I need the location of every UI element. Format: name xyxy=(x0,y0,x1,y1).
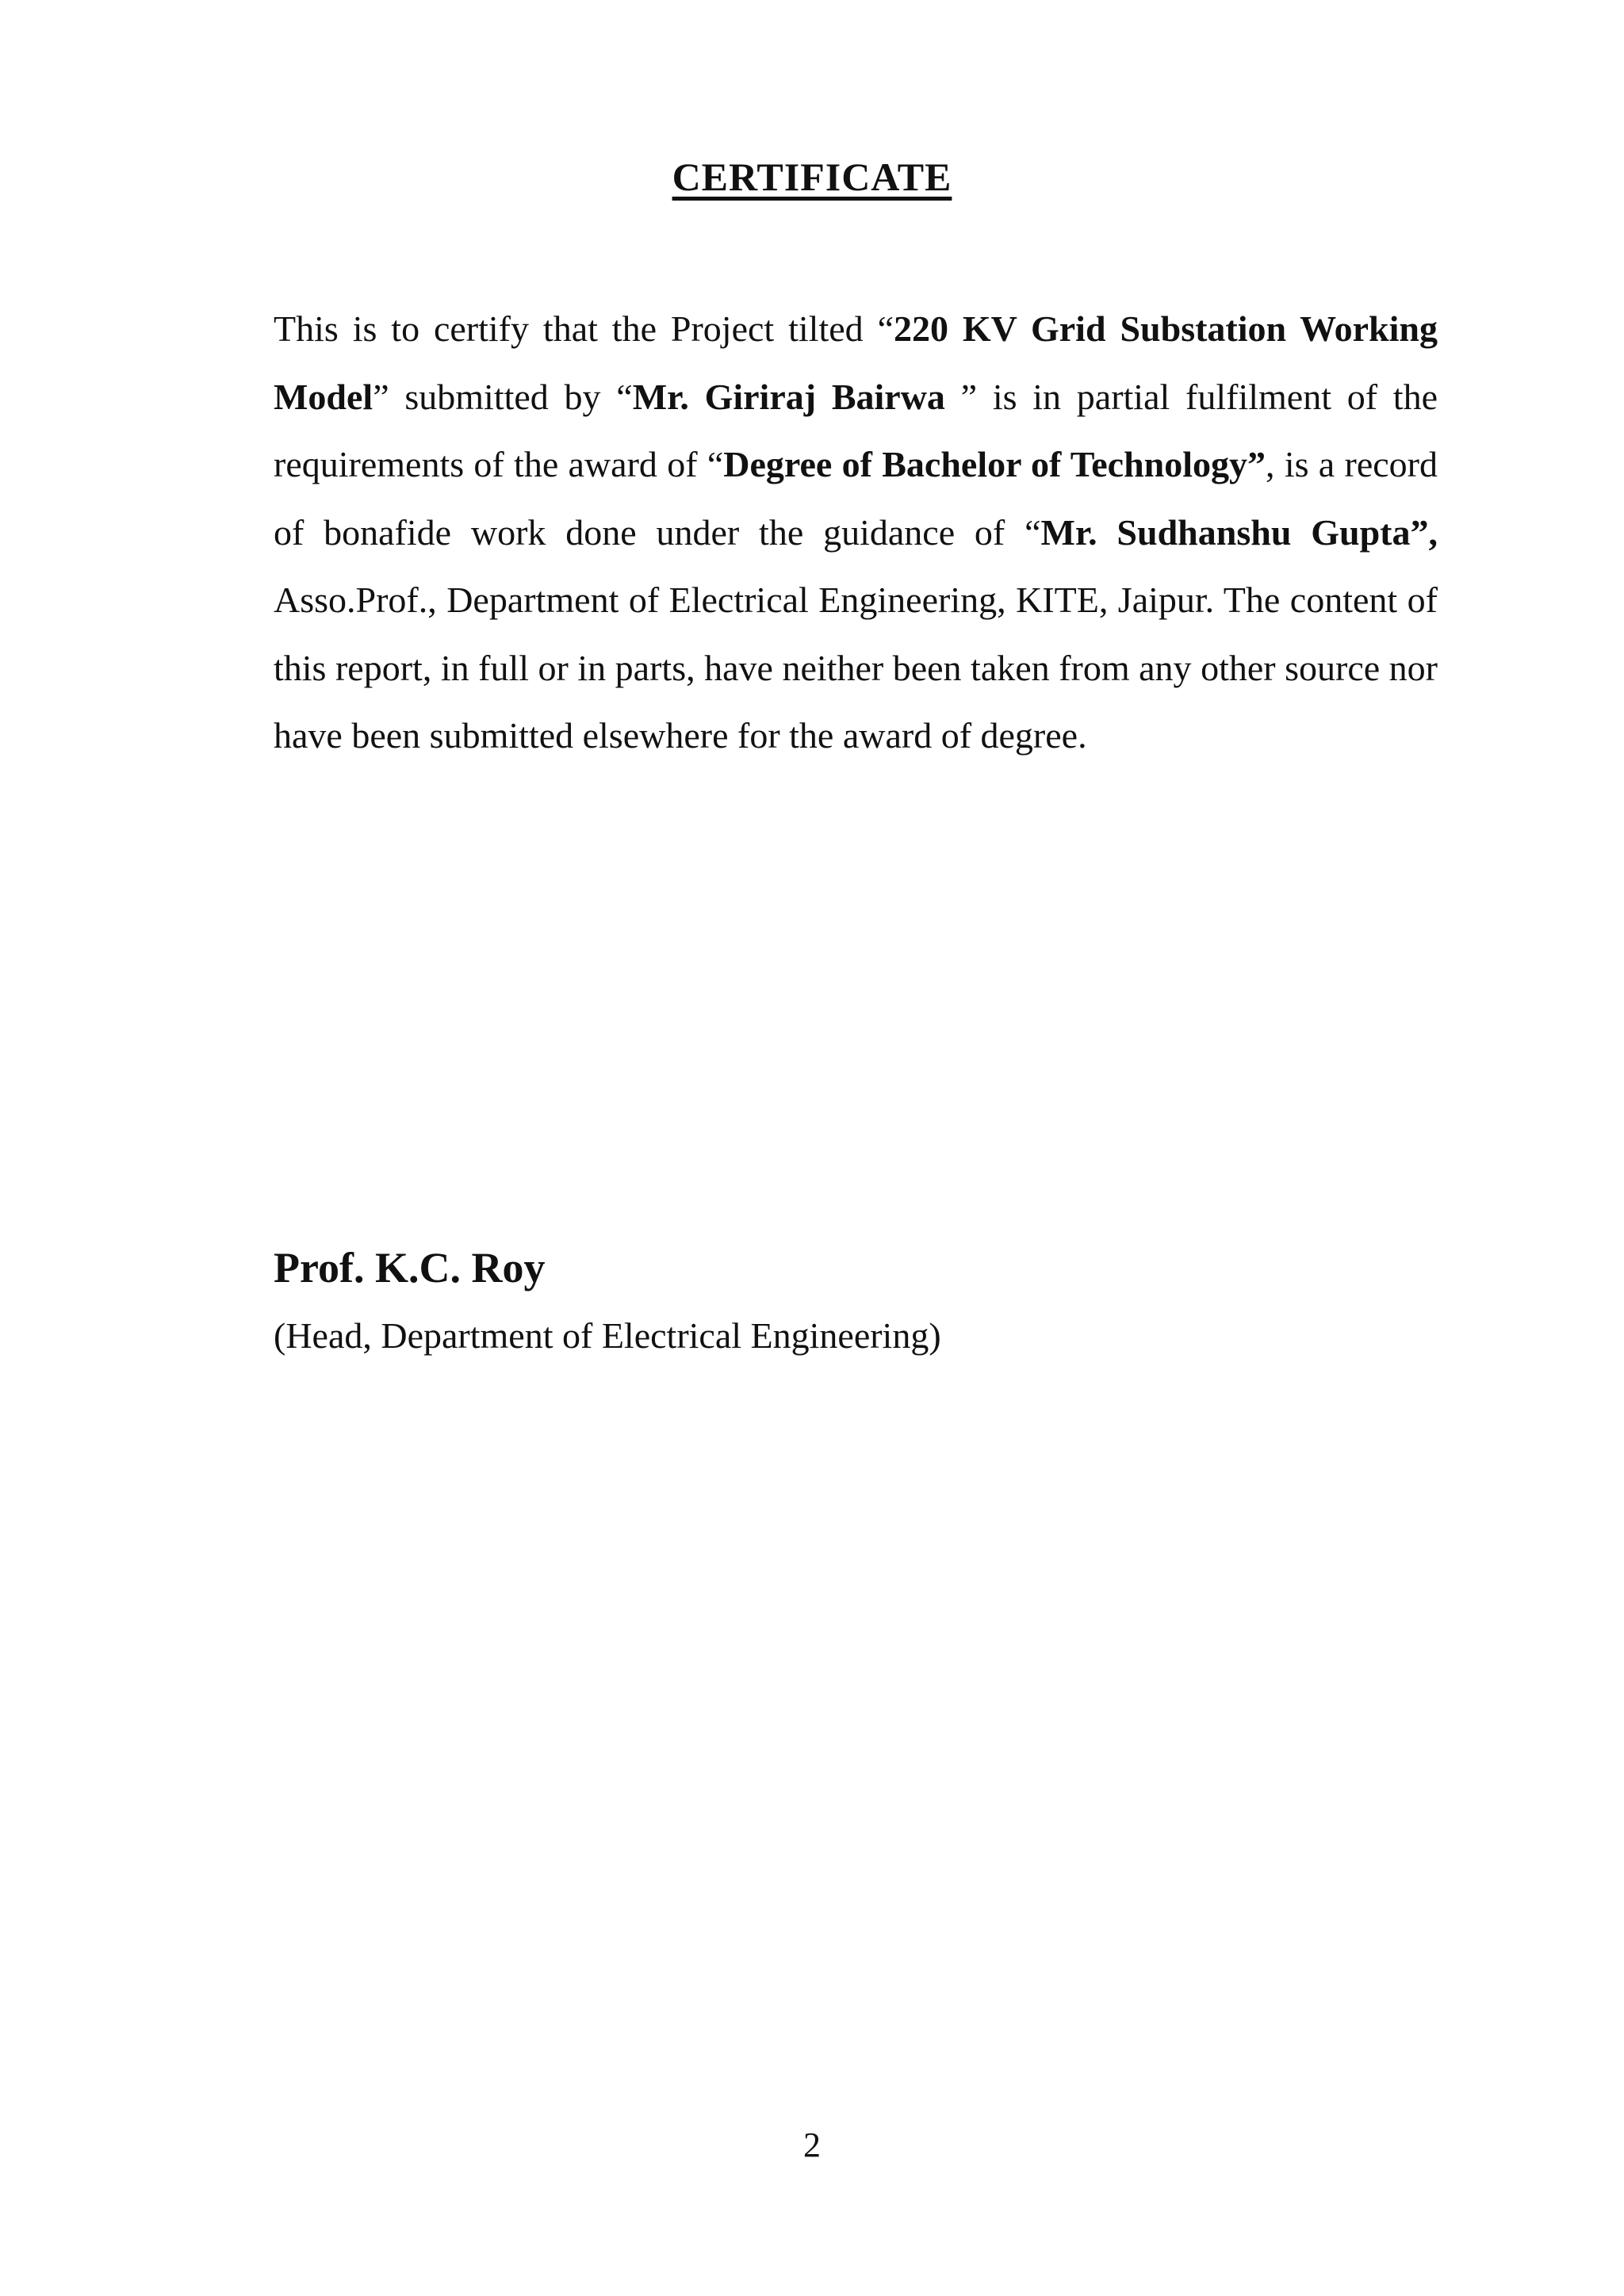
certificate-title: CERTIFICATE xyxy=(672,155,952,199)
signatory-designation: (Head, Department of Electrical Engineering) xyxy=(274,1315,941,1356)
guide-name: Mr. Sudhanshu Gupta”, xyxy=(1040,511,1438,553)
project-title: 220 KV Grid Substation Working Model xyxy=(274,308,1438,417)
body-text-5: Asso.Prof., Department of Electrical Engineering, KITE, Jaipur. The content of this report, in full or in parts, have neither been taken from any other source nor have been submitted elsewhere for the award of degree. xyxy=(274,580,1438,756)
signatory-name: Prof. K.C. Roy xyxy=(274,1244,546,1292)
body-text-4: , is a record of bonafide work done under the guidance of “ xyxy=(274,444,1438,553)
certificate-body xyxy=(274,295,1438,770)
body-text-3: ” is in partial fulfilment of the requirements of the award of “ xyxy=(274,376,1438,484)
degree-name: Degree of Bachelor of Technology” xyxy=(723,444,1266,484)
student-name: Mr. Giriraj Bairwa xyxy=(632,376,945,417)
body-text-1: This is to certify that the Project tilted “ xyxy=(274,308,894,349)
body-text-2: ” submitted by “ xyxy=(373,376,633,417)
page-number: 2 xyxy=(803,2126,821,2164)
